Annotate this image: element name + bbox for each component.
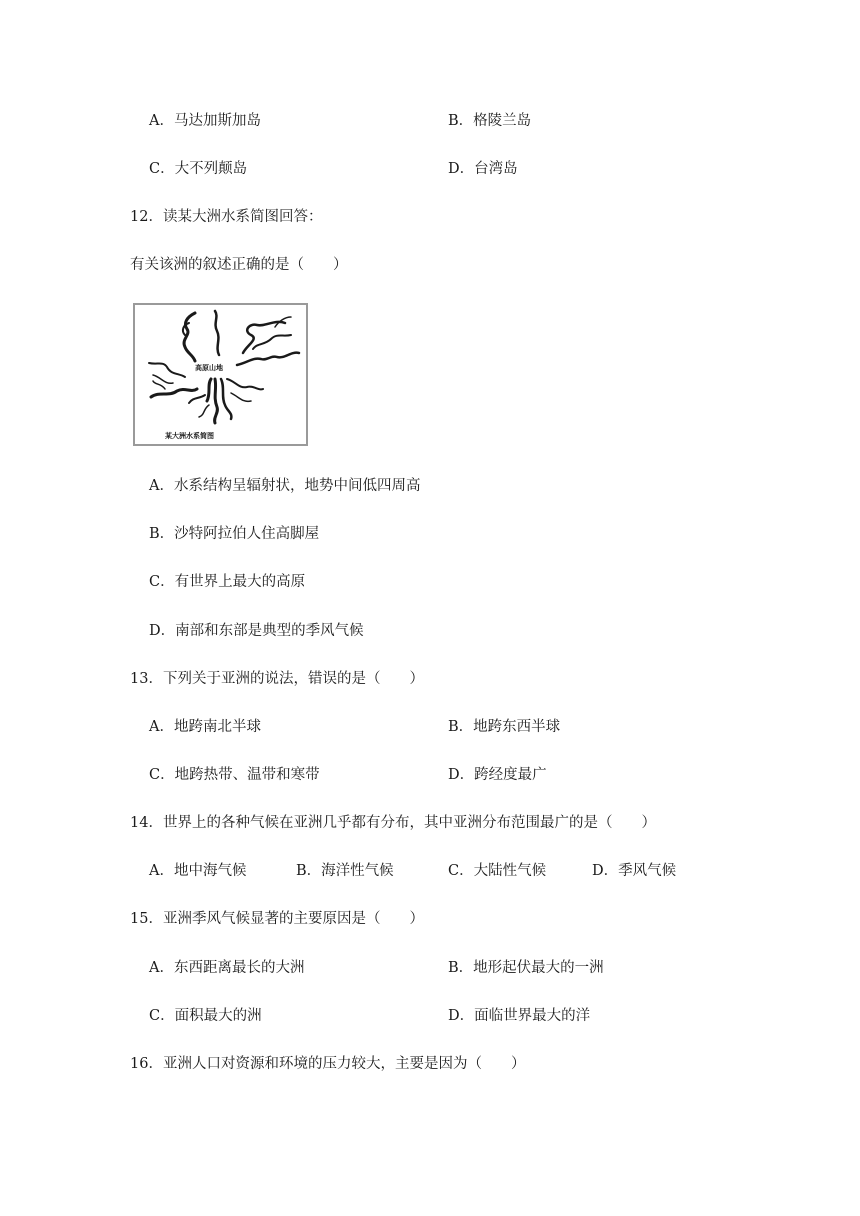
q14-option-b: B．海洋性气候 [296, 863, 394, 879]
q13-stem: 13．下列关于亚洲的说法，错误的是（ ） [130, 671, 424, 687]
q13-option-a: A．地跨南北半球 [149, 719, 261, 735]
q11-option-a: A．马达加斯加岛 [149, 113, 261, 129]
q12-option-b: B．沙特阿拉伯人住高脚屋 [149, 526, 320, 542]
figure-center-label: 高原山地 [195, 364, 223, 372]
q14-option-c: C．大陆性气候 [448, 863, 547, 879]
q12-stem: 12．读某大洲水系简图回答： [130, 209, 323, 225]
q13-option-c: C．地跨热带、温带和寒带 [149, 767, 320, 783]
q15-stem: 15．亚洲季风气候显著的主要原因是（ ） [130, 911, 424, 927]
q16-stem: 16．亚洲人口对资源和环境的压力较大，主要是因为（ ） [130, 1056, 526, 1072]
figure-caption: 某大洲水系简图 [165, 432, 214, 440]
q12-sub-question: 有关该洲的叙述正确的是（ ） [130, 257, 348, 273]
q14-option-d: D．季风气候 [592, 863, 677, 879]
q13-option-d: D．跨经度最广 [448, 767, 547, 783]
q11-option-c: C．大不列颠岛 [149, 161, 248, 177]
q12-option-a: A．水系结构呈辐射状，地势中间低四周高 [149, 478, 421, 494]
q15-option-d: D．面临世界最大的洋 [448, 1008, 591, 1024]
q11-option-b: B．格陵兰岛 [448, 113, 532, 129]
q12-option-c: C．有世界上最大的高原 [149, 574, 306, 590]
river-lines [135, 305, 306, 444]
q15-option-a: A．东西距离最长的大洲 [149, 960, 305, 976]
q15-option-b: B．地形起伏最大的一洲 [448, 960, 604, 976]
q14-option-a: A．地中海气候 [149, 863, 247, 879]
q13-option-b: B．地跨东西半球 [448, 719, 561, 735]
q15-option-c: C．面积最大的洲 [149, 1008, 262, 1024]
q14-stem: 14．世界上的各种气候在亚洲几乎都有分布，其中亚洲分布范围最广的是（ ） [130, 815, 656, 831]
river-system-map [133, 303, 308, 446]
q12-option-d: D．南部和东部是典型的季风气候 [149, 623, 364, 639]
q11-option-d: D．台湾岛 [448, 161, 518, 177]
